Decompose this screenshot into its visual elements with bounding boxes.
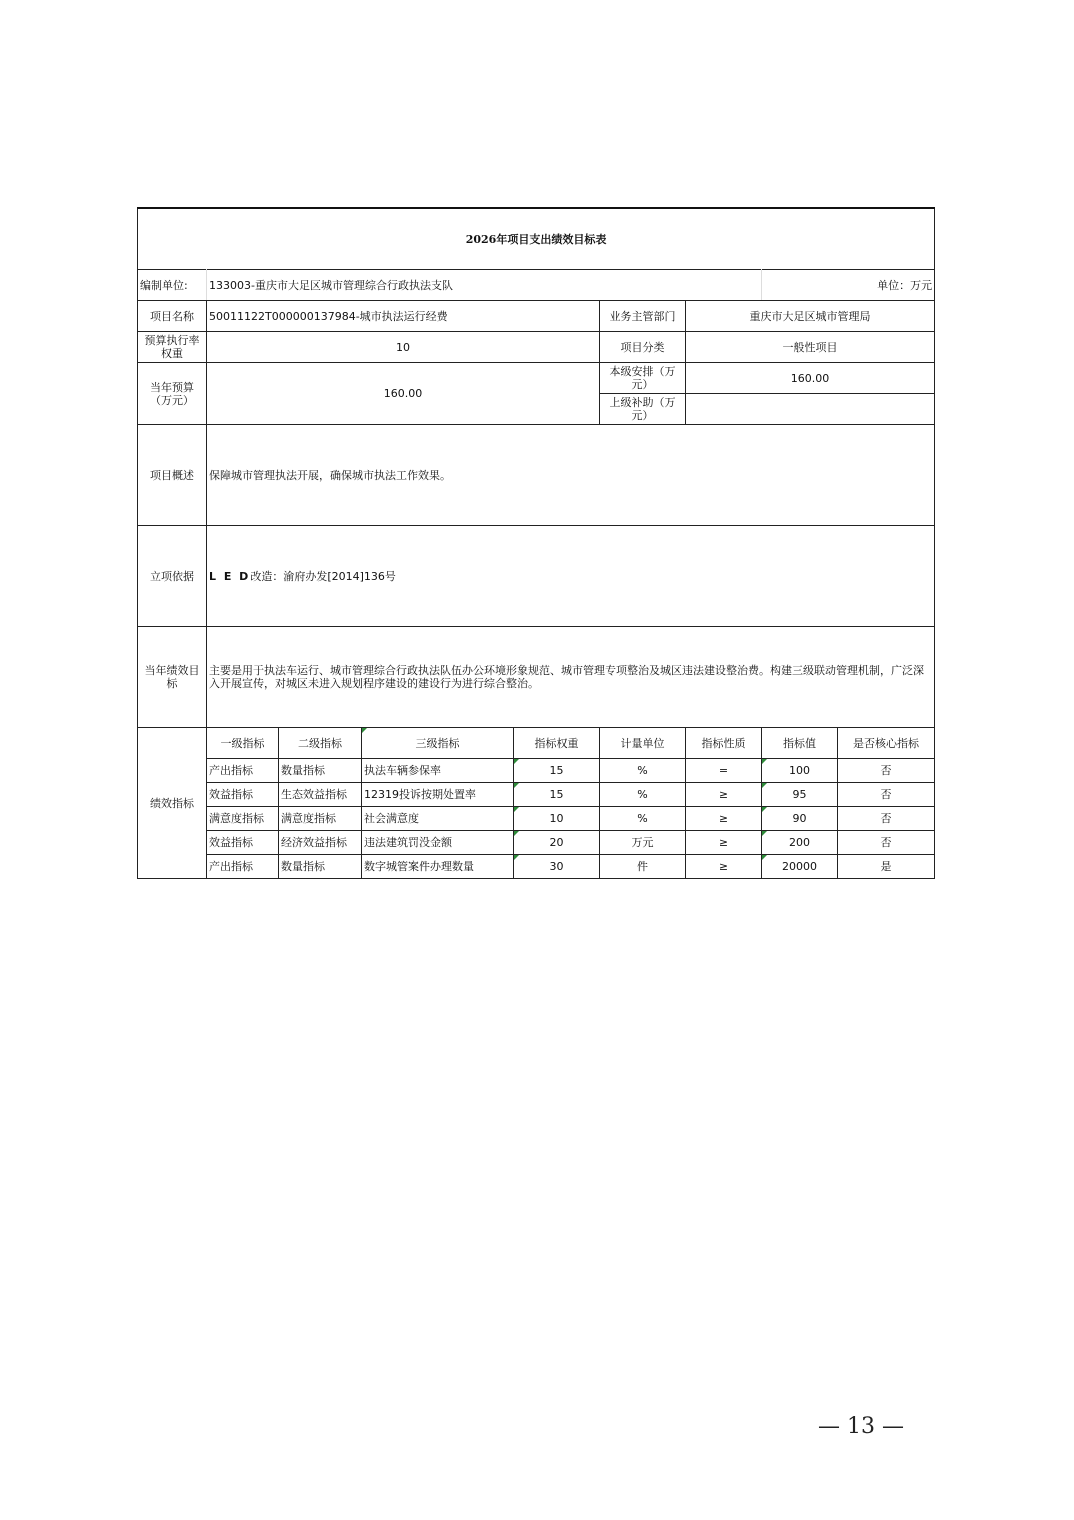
upper-subsidy-label: 上级补助（万元） [600,394,686,425]
overview-text: 保障城市管理执法开展，确保城市执法工作效果。 [207,425,935,526]
indicator-level3: 违法建筑罚没金额 [362,831,514,855]
indicator-unit: 万元 [600,831,686,855]
indicator-unit: % [600,783,686,807]
page-number: — 13 — [818,1414,904,1439]
indicator-nature: ≥ [686,831,762,855]
indicator-level1: 产出指标 [207,759,279,783]
basis-led-text: L E D [209,569,251,583]
performance-target-sheet [137,207,934,879]
indicator-weight: 15 [514,783,600,807]
annual-goal-text: 主要是用于执法车运行、城市管理综合行政执法队伍办公环境形象规范、城市管理专项整治及城区违法建设整治费。构建三级联动管理机制，广泛深入开展宣传，对城区未进入规划程序建设的建设行为进行综合整治。 [207,627,935,728]
basis-text: 改造：渝府办发[2014]136号 [250,569,396,583]
indicator-level2: 数量指标 [279,855,362,879]
annual-goal-label: 当年绩效目标 [138,627,207,728]
annual-budget-value: 160.00 [207,363,600,425]
indicator-level2: 经济效益指标 [279,831,362,855]
table-row [138,759,935,783]
upper-subsidy-value [686,394,935,425]
table-row [138,855,935,879]
indicator-weight: 15 [514,759,600,783]
indicator-unit: % [600,759,686,783]
indicator-nature: ≥ [686,855,762,879]
table-row [138,807,935,831]
execution-weight-value: 10 [207,332,600,363]
project-category-label: 项目分类 [600,332,686,363]
indicator-header-nature: 指标性质 [686,728,762,759]
indicator-core: 否 [838,831,935,855]
indicator-level1: 效益指标 [207,783,279,807]
indicator-level3: 12319投诉按期处置率 [362,783,514,807]
indicator-weight: 30 [514,855,600,879]
annual-budget-label: 当年预算（万元） [138,363,207,425]
indicator-core: 是 [838,855,935,879]
indicator-header-weight: 指标权重 [514,728,600,759]
indicator-header-level3: 三级指标 [362,728,514,759]
local-funding-label: 本级安排（万元） [600,363,686,394]
indicator-weight: 20 [514,831,600,855]
indicator-value: 100 [762,759,838,783]
indicator-nature: ≥ [686,807,762,831]
table-row [138,783,935,807]
department-label: 业务主管部门 [600,301,686,332]
indicator-unit: 件 [600,855,686,879]
indicator-value: 200 [762,831,838,855]
indicator-header-level2: 二级指标 [279,728,362,759]
indicator-level3: 执法车辆参保率 [362,759,514,783]
currency-unit: 单位：万元 [762,270,935,301]
indicator-level2: 生态效益指标 [279,783,362,807]
indicator-nature: ≥ [686,783,762,807]
project-name-value: 50011122T000000137984-城市执法运行经费 [207,301,600,332]
compiling-unit-label: 编制单位: [138,270,207,301]
indicator-header-value: 指标值 [762,728,838,759]
basis-content [207,526,935,627]
indicator-level1: 满意度指标 [207,807,279,831]
department-value: 重庆市大足区城市管理局 [686,301,935,332]
indicator-value: 20000 [762,855,838,879]
indicator-level1: 产出指标 [207,855,279,879]
overview-label: 项目概述 [138,425,207,526]
indicator-nature: = [686,759,762,783]
indicator-weight: 10 [514,807,600,831]
indicator-header-level1: 一级指标 [207,728,279,759]
indicator-level3: 社会满意度 [362,807,514,831]
execution-weight-label: 预算执行率权重 [138,332,207,363]
table-title: 2026年项目支出绩效目标表 [138,208,935,270]
indicator-core: 否 [838,759,935,783]
table-row [138,831,935,855]
indicator-level2: 满意度指标 [279,807,362,831]
indicator-core: 否 [838,807,935,831]
indicator-unit: % [600,807,686,831]
compiling-unit-value: 133003-重庆市大足区城市管理综合行政执法支队 [207,270,762,301]
indicator-header-unit: 计量单位 [600,728,686,759]
indicator-level3: 数字城管案件办理数量 [362,855,514,879]
performance-target-table [137,207,935,879]
indicator-level2: 数量指标 [279,759,362,783]
indicator-level1: 效益指标 [207,831,279,855]
indicator-value: 90 [762,807,838,831]
local-funding-value: 160.00 [686,363,935,394]
indicator-value: 95 [762,783,838,807]
basis-label: 立项依据 [138,526,207,627]
project-name-label: 项目名称 [138,301,207,332]
indicator-header-core: 是否核心指标 [838,728,935,759]
indicator-core: 否 [838,783,935,807]
indicators-label: 绩效指标 [138,728,207,879]
project-category-value: 一般性项目 [686,332,935,363]
